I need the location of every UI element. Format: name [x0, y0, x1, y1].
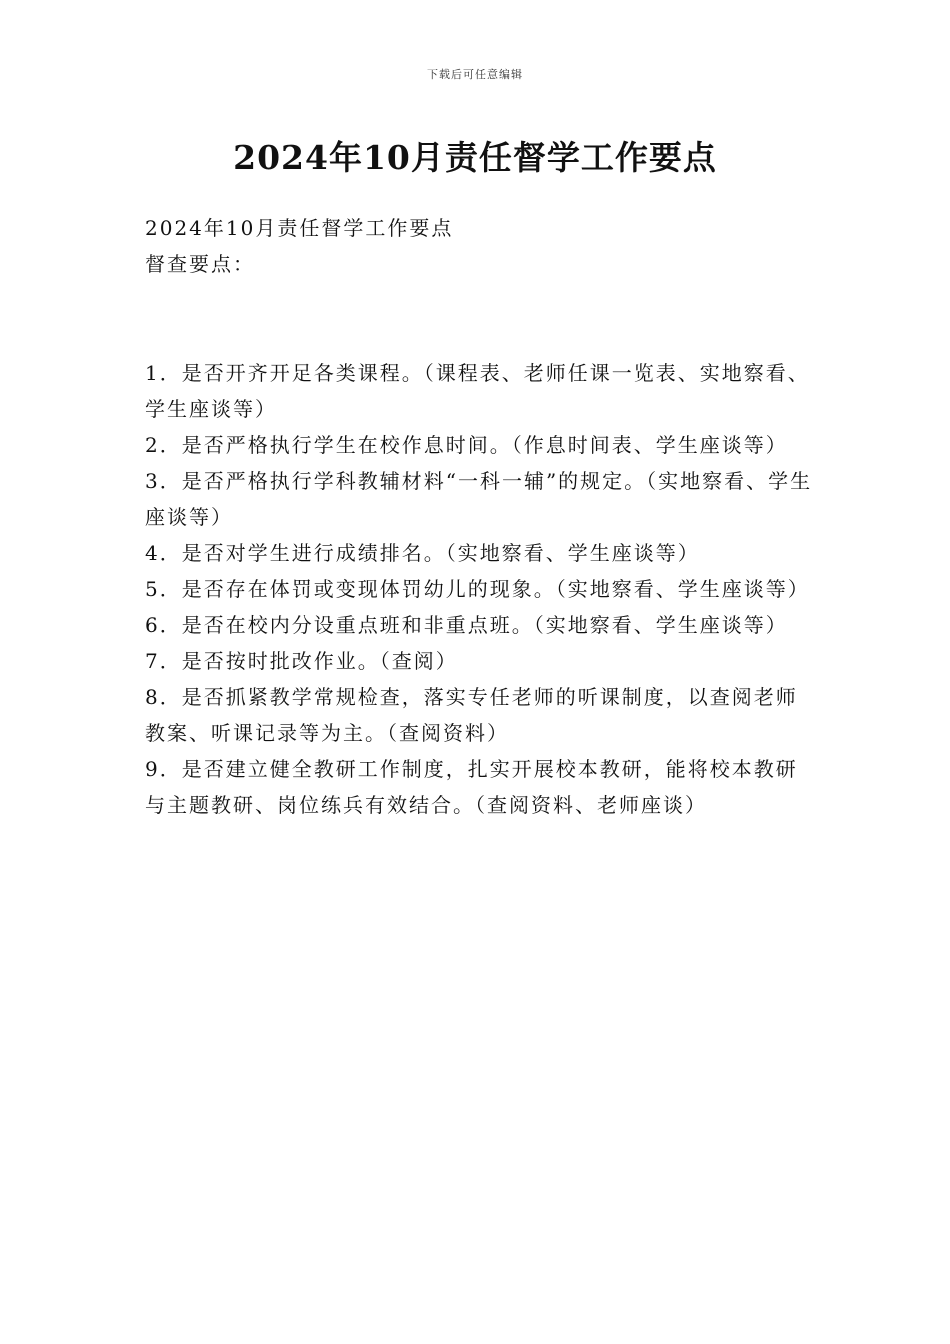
inspection-point-6: 6．是否在校内分设重点班和非重点班。（实地察看、学生座谈等）	[145, 613, 788, 637]
inspection-point-2: 2．是否严格执行学生在校作息时间。（作息时间表、学生座谈等）	[145, 433, 788, 457]
header-note: 下载后可任意编辑	[427, 68, 523, 81]
inspection-point-4: 4．是否对学生进行成绩排名。（实地察看、学生座谈等）	[145, 541, 700, 565]
inspection-points-list	[145, 355, 813, 823]
inspection-point-5: 5．是否存在体罚或变现体罚幼儿的现象。（实地察看、学生座谈等）	[145, 577, 810, 601]
inspection-point-7: 7．是否按时批改作业。（查阅）	[145, 649, 458, 673]
section-label: 督查要点：	[145, 252, 255, 276]
subtitle-line: 2024年10月责任督学工作要点	[145, 216, 454, 240]
inspection-point-1: 1．是否开齐开足各类课程。（课程表、老师任课一览表、实地察看、学生座谈等）	[145, 361, 810, 421]
inspection-point-9: 9．是否建立健全教研工作制度，扎实开展校本教研，能将校本教研与主题教研、岗位练兵有效结合。（查阅资料、老师座谈）	[145, 757, 798, 817]
inspection-point-8: 8．是否抓紧教学常规检查，落实专任老师的听课制度，以查阅老师教案、听课记录等为主。（查阅资料）	[145, 685, 798, 745]
inspection-point-3: 3．是否严格执行学科教辅材料“一科一辅”的规定。（实地察看、学生座谈等）	[145, 469, 813, 529]
document-title: 2024年10月责任督学工作要点	[233, 138, 717, 177]
